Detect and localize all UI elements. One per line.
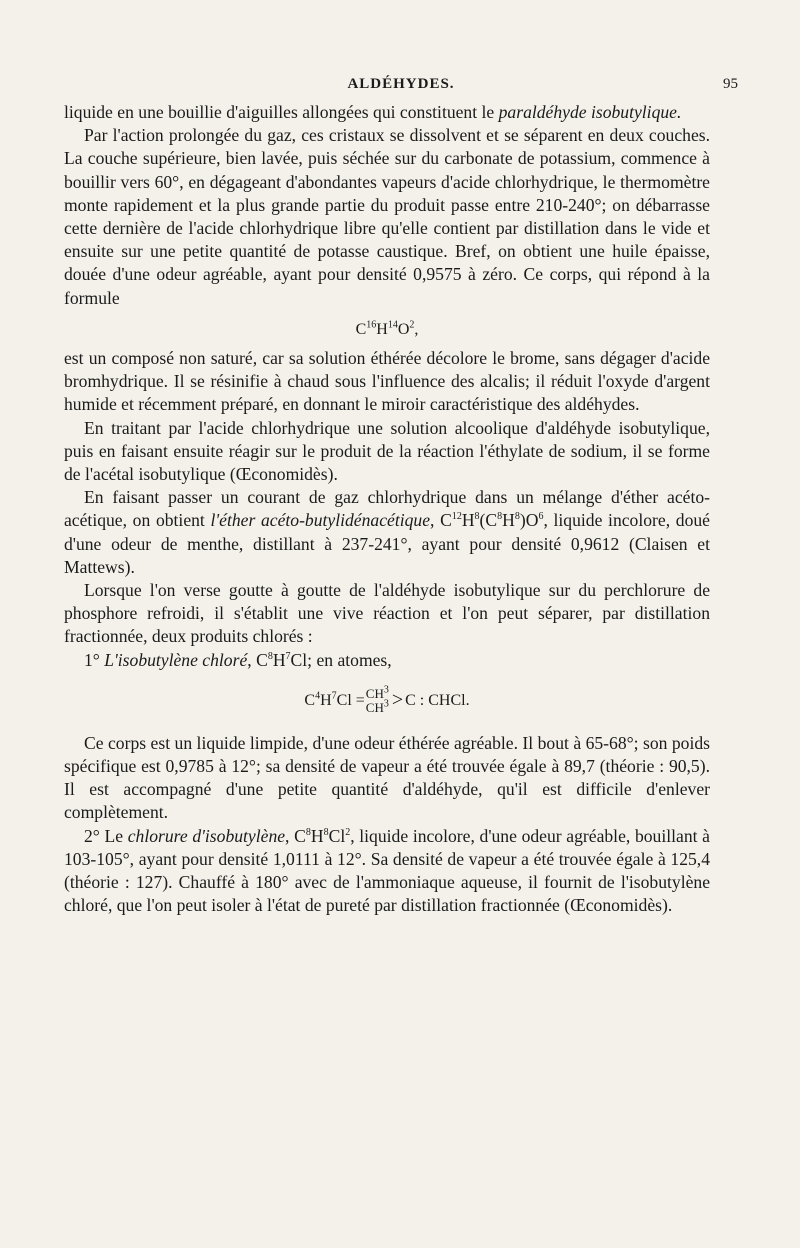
formula-sup: 8	[305, 826, 311, 838]
formula-sup: 7	[285, 650, 291, 662]
bond-bracket: >	[391, 689, 404, 712]
text-span: Cl	[328, 825, 346, 846]
text-span: )O	[519, 510, 539, 531]
formula-sup: 14	[387, 319, 398, 331]
text-span: 1°	[84, 649, 105, 670]
text-span: Cl; en atomes,	[290, 649, 392, 670]
formula-sup: 2	[345, 826, 351, 838]
struct-right: C : CHCl.	[405, 692, 470, 710]
paragraph-4: En traitant par l'acide chlorhydrique une solution alcoolique d'aldéhyde isobutylique, puis en faisant ensuite réagir sur le produit de la réaction l'éthylate de sodium, il se forme de l'acétal isobutylique (Œconomidès).	[64, 417, 710, 485]
text-span: , C	[247, 649, 268, 670]
text-span: H	[461, 510, 475, 531]
term-isobutylene-chlore: L'isobutylène chloré	[104, 649, 248, 670]
structural-formula	[64, 676, 710, 726]
running-header	[64, 76, 738, 96]
paragraph-6: Lorsque l'on verse goutte à goutte de l'aldéhyde isobutylique sur du perchlorure de phosphore refroidi, il s'établit une vive réaction et l'on peut séparer, par distillation fractionnée, deux produits chlorés :	[64, 580, 710, 647]
formula-sup: 6	[538, 511, 544, 523]
page-number: 95	[723, 76, 738, 92]
text-span: , liquide incolore, d'une odeur agréable, bouillant à 103-105°, ayant pour densité 1,0111 à 12°. Sa densité de vapeur a été trouvée égale à 125,4 (théorie : 127). Chauffé à 180° avec de l'ammoniaque aqueuse, il fournit de l'isobutylène chloré, que l'on peut isoler à l'état de pureté par distillation fractionnée (Œconomidès).	[64, 825, 710, 916]
formula-part: C	[355, 320, 367, 338]
formula-sup: 8	[497, 511, 503, 523]
formula-c16h14o2	[64, 318, 710, 341]
formula-sup: 7	[331, 690, 337, 702]
formula-part: H	[376, 320, 388, 338]
struct-left	[304, 689, 364, 712]
paragraph-7	[64, 649, 710, 672]
term-paraldehyde: paraldéhyde isobutylique.	[498, 102, 682, 122]
term-chlorure-isobutylene: chlorure d'isobutylène	[127, 825, 286, 846]
paragraph-3: est un composé non saturé, car sa solution éthérée décolore le brome, sans dégager d'acide bromhydrique. Il se résinifie à chaud sous l'influence des alcalis; il réduit l'oxyde d'argent humide et récemment préparé, en donnant le miroir caractéristique des aldéhydes.	[64, 348, 710, 415]
formula-part: H	[320, 692, 332, 710]
text-span: H	[272, 649, 286, 670]
formula-part: CH	[365, 685, 384, 701]
formula-part: C	[304, 692, 316, 710]
paragraph-8: Ce corps est un liquide limpide, d'une odeur éthérée agréable. Il bout à 65-68°; son poids spécifique est 0,9785 à 12°; sa densité de vapeur a été trouvée égale à 89,7 (théorie : 90,5). Il est accompagné d'une petite quantité d'aldéhyde, qu'il est difficile d'enlever complètement.	[64, 732, 710, 823]
formula-sup: 16	[366, 319, 377, 331]
formula-sup: 8	[474, 511, 480, 523]
text-span: H	[310, 825, 324, 846]
struct-bottom	[365, 698, 389, 715]
formula-part: CH	[365, 699, 384, 715]
paragraph-5	[64, 486, 710, 579]
text-body	[64, 101, 710, 918]
formula-sup: 3	[383, 698, 389, 710]
text-span: 2° Le	[84, 825, 128, 846]
formula-sup: 8	[514, 511, 520, 523]
text-span: liquide en une bouillie d'aiguilles allongées qui constituent le	[64, 102, 499, 122]
text-span: , C	[285, 825, 306, 846]
formula-part: ,	[414, 320, 419, 338]
paragraph-1	[64, 101, 710, 124]
struct-methyl-groups	[365, 684, 389, 715]
formula-sup: 4	[315, 690, 321, 702]
formula-part: O	[397, 320, 410, 338]
formula-part: Cl =	[336, 692, 365, 710]
header-title: ALDÉHYDES.	[347, 76, 455, 92]
text-span: H	[502, 510, 515, 531]
paragraph-9	[64, 825, 710, 918]
formula-sup: 12	[451, 511, 462, 523]
text-span: , C	[430, 510, 452, 531]
formula-sup: 3	[383, 684, 389, 696]
formula-sup: 8	[323, 826, 329, 838]
text-span: , liquide incolore, doué d'une odeur de menthe, distillant à 237-241°, ayant pour densité 0,9612 (Claisen et Mattews).	[64, 510, 710, 577]
term-ether-aceto-butylidenacetique: l'éther acéto-butylidénacétique	[210, 510, 431, 531]
formula-sup: 8	[267, 650, 273, 662]
paragraph-2: Par l'action prolongée du gaz, ces cristaux se dissolvent et se séparent en deux couches. La couche supérieure, bien lavée, puis séchée sur du carbonate de potassium, commence à bouillir vers 60°, en dégageant d'abondantes vapeurs d'acide chlorhydrique, le thermomètre monte rapidement et la plus grande partie du produit passe entre 210-240°; on débarrasse cette dernière de l'acide chlorhydrique libre qu'elle contient par distillation dans le vide et ensuite sur une petite quantité de potasse caustique. Bref, on obtient une huile épaisse, douée d'une odeur agréable, ayant pour densité 0,9575 à zéro. Ce corps, qui répond à la formule	[64, 125, 710, 308]
text-span: En faisant passer un courant de gaz chlorhydrique dans un mélange d'éther acéto-acétique, on obtient	[64, 487, 710, 531]
text-span: (C	[479, 510, 498, 531]
formula-sup: 2	[409, 319, 415, 331]
